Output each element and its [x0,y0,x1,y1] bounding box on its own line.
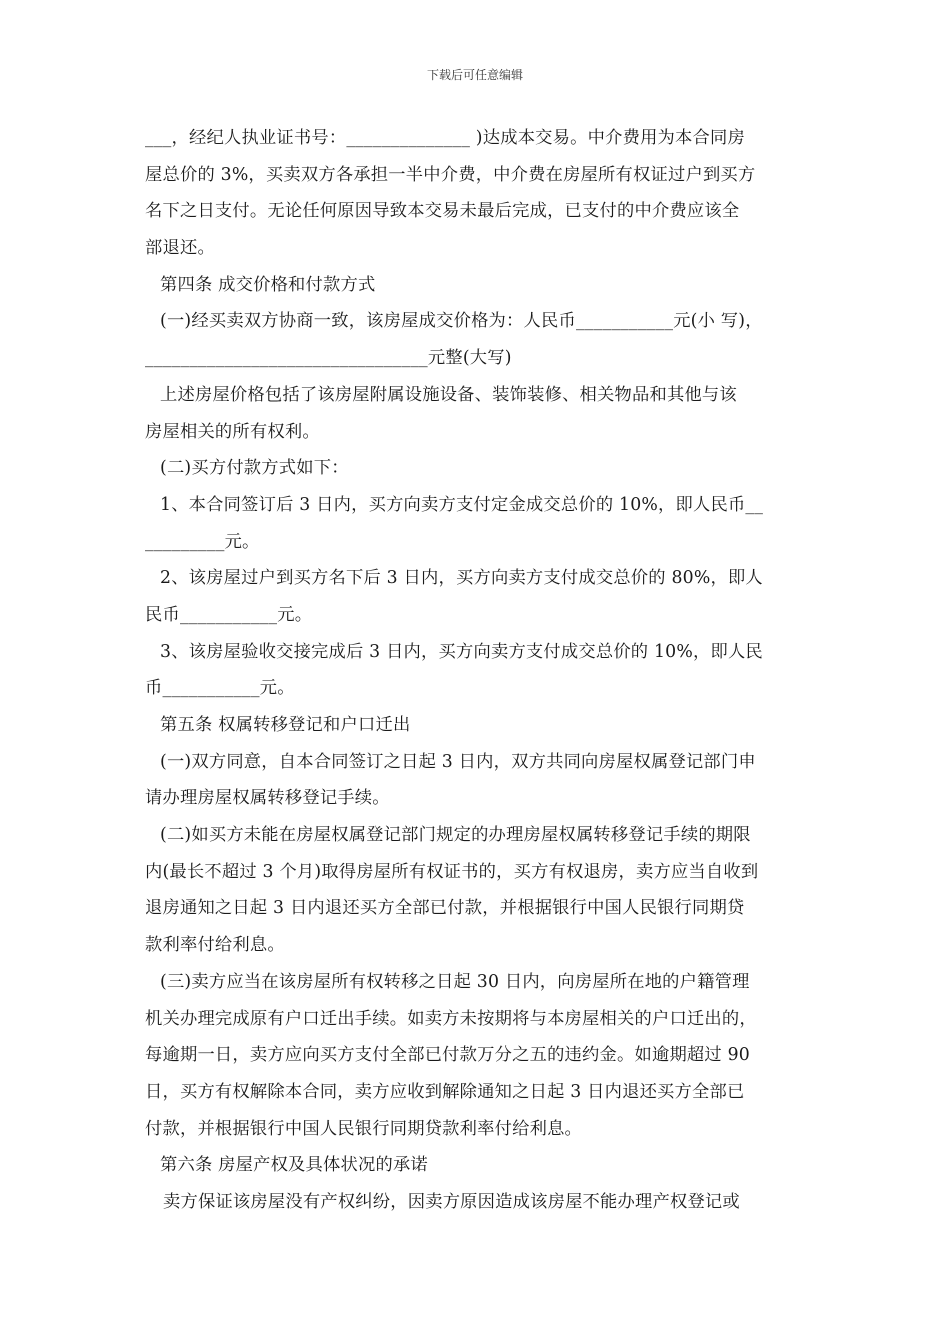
text-line: 第五条 权属转移登记和户口迁出 [160,715,411,735]
text-line: ___，经纪人执业证书号：______________ )达成本交易。中介费用为本合同房 [145,128,745,148]
text-line: 付款，并根据银行中国人民银行同期贷款利率付给利息。 [145,1118,583,1139]
text-line: 币___________元。 [145,678,295,699]
text-line: (一)经买卖双方协商一致，该房屋成交价格为：人民币___________元(小 写)， [160,311,763,332]
text-line: 房屋相关的所有权利。 [145,421,320,442]
text-line: 2、该房屋过户到买方名下后 3 日内，买方向卖方支付成交总价的 80%，即人 [160,568,763,589]
contract-body [145,120,813,1221]
text-line: 日，买方有权解除本合同，卖方应收到解除通知之日起 3 日内退还买方全部已 [145,1081,745,1102]
text-line: 第四条 成交价格和付款方式 [160,274,376,295]
text-line: 第六条 房屋产权及具体状况的承诺 [160,1155,428,1176]
text-line: 机关办理完成原有户口迁出手续。如卖方未按期将与本房屋相关的户口迁出的， [145,1008,757,1029]
text-line: _________元。 [145,531,260,552]
text-line: (一)双方同意，自本合同签订之日起 3 日内，双方共同向房屋权属登记部门申 [160,751,756,772]
text-line: (二)买方付款方式如下： [160,458,349,479]
text-line: 名下之日支付。无论任何原因导致本交易未最后完成，已支付的中介费应该全 [145,201,740,222]
text-line: 内(最长不超过 3 个月)取得房屋所有权证书的，买方有权退房，卖方应当自收到 [145,861,759,882]
text-line: (三)卖方应当在该房屋所有权转移之日起 30 日内，向房屋所在地的户籍管理 [160,971,750,992]
text-line: 3、该房屋验收交接完成后 3 日内，买方向卖方支付成交总价的 10%，即人民 [160,641,763,662]
text-line: 退房通知之日起 3 日内退还买方全部已付款，并根据银行中国人民银行同期贷 [145,898,745,919]
text-line: ________________________________元整(大写) [145,348,512,369]
page-header: 下载后可任意编辑 [426,68,523,82]
text-line: 款利率付给利息。 [145,935,285,956]
text-line: 1、本合同签订后 3 日内，买方向卖方支付定金成交总价的 10%，即人民币__ [160,494,764,515]
text-line: 每逾期一日，卖方应向买方支付全部已付款万分之五的违约金。如逾期超过 90 [145,1045,750,1066]
text-line: 部退还。 [145,238,215,259]
text-line: 屋总价的 3%，买卖双方各承担一半中介费，中介费在房屋所有权证过户到买方 [145,164,756,185]
text-line: 卖方保证该房屋没有产权纠纷，因卖方原因造成该房屋不能办理产权登记或 [163,1191,740,1212]
text-line: 请办理房屋权属转移登记手续。 [145,788,390,809]
text-line: (二)如买方未能在房屋权属登记部门规定的办理房屋权属转移登记手续的期限 [160,825,751,846]
text-line: 民币___________元。 [145,604,313,625]
text-line: 上述房屋价格包括了该房屋附属设施设备、装饰装修、相关物品和其他与该 [160,384,737,405]
